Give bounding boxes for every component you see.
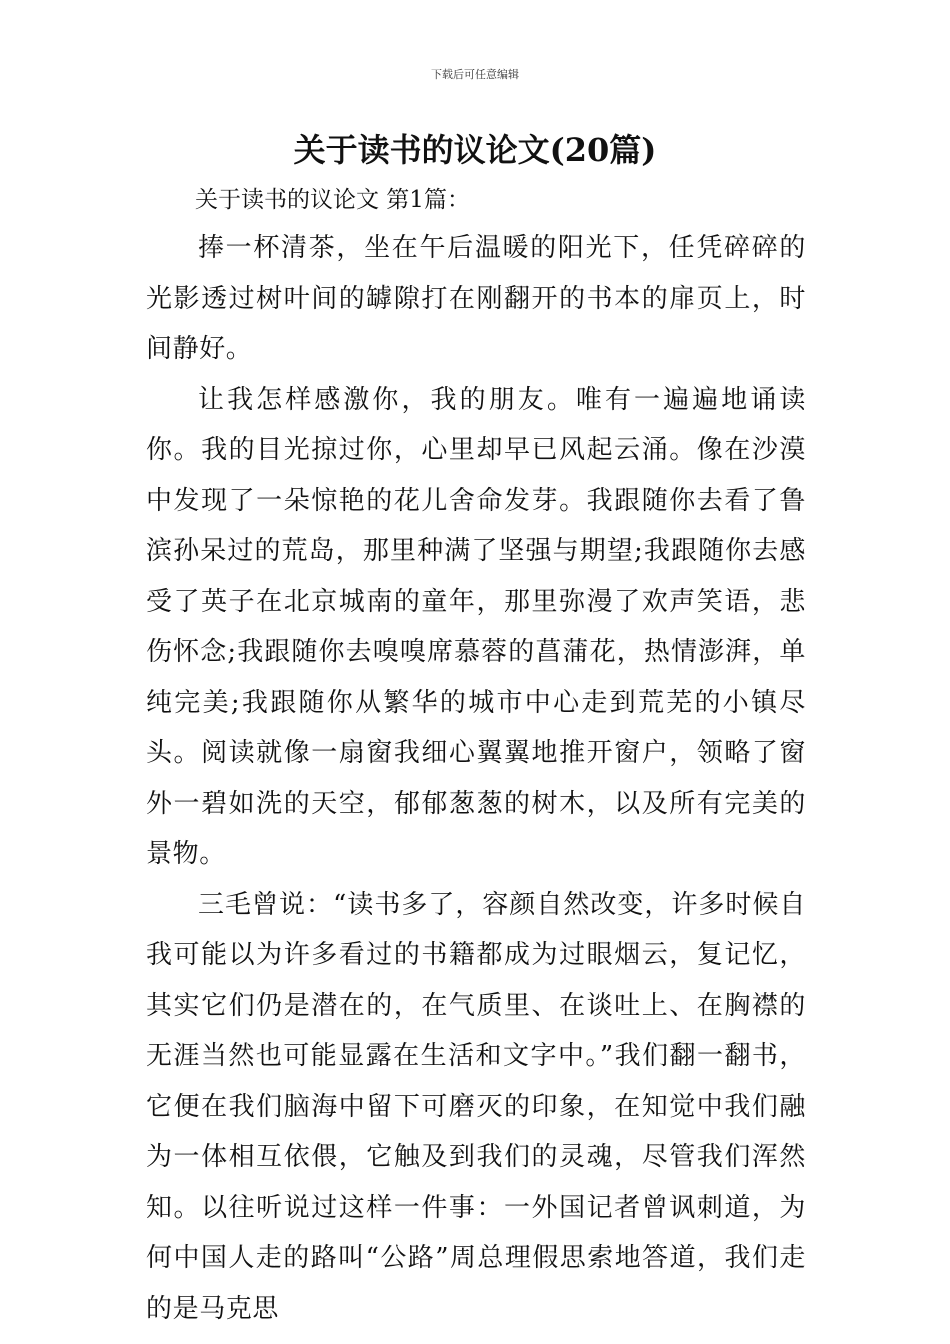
document-body [146,223,806,1334]
paragraph: 让我怎样感激你，我的朋友。唯有一遍遍地诵读你。我的目光掠过你，心里却早已风起云涌。像在沙漠中发现了一朵惊艳的花儿舍命发芽。我跟随你去看了鲁滨孙呆过的荒岛，那里种满了坚强与期望;我跟随你去感受了英子在北京城南的童年，那里弥漫了欢声笑语，悲伤怀念;我跟随你去嗅嗅席慕蓉的菖蒲花，热情澎湃，单纯完美;我跟随你从繁华的城市中心走到荒芜的小镇尽头。阅读就像一扇窗我细心翼翼地推开窗户，领略了窗外一碧如洗的天空，郁郁葱葱的树木，以及所有完美的景物。 [146,384,806,869]
header-note: 下载后可任意编辑 [431,68,519,81]
section-subtitle: 关于读书的议论文 第1篇： [195,187,470,213]
paragraph: 捧一杯清茶，坐在午后温暖的阳光下，任凭碎碎的光影透过树叶间的罅隙打在刚翻开的书本的扉页上，时间静好。 [146,233,806,364]
document-title: 关于读书的议论文(20篇) [293,131,657,169]
paragraph: 三毛曾说：“读书多了，容颜自然改变，许多时候自我可能以为许多看过的书籍都成为过眼烟云，复记忆，其实它们仍是潜在的，在气质里、在谈吐上、在胸襟的无涯当然也可能显露在生活和文字中。”我们翻一翻书，它便在我们脑海中留下可磨灭的印象，在知觉中我们融为一体相互依偎，它触及到我们的灵魂，尽管我们浑然知。以往听说过这样一件事：一外国记者曾讽刺道，为何中国人走的路叫“公路”周总理假思索地答道，我们走的是马克思 [146,889,806,1324]
